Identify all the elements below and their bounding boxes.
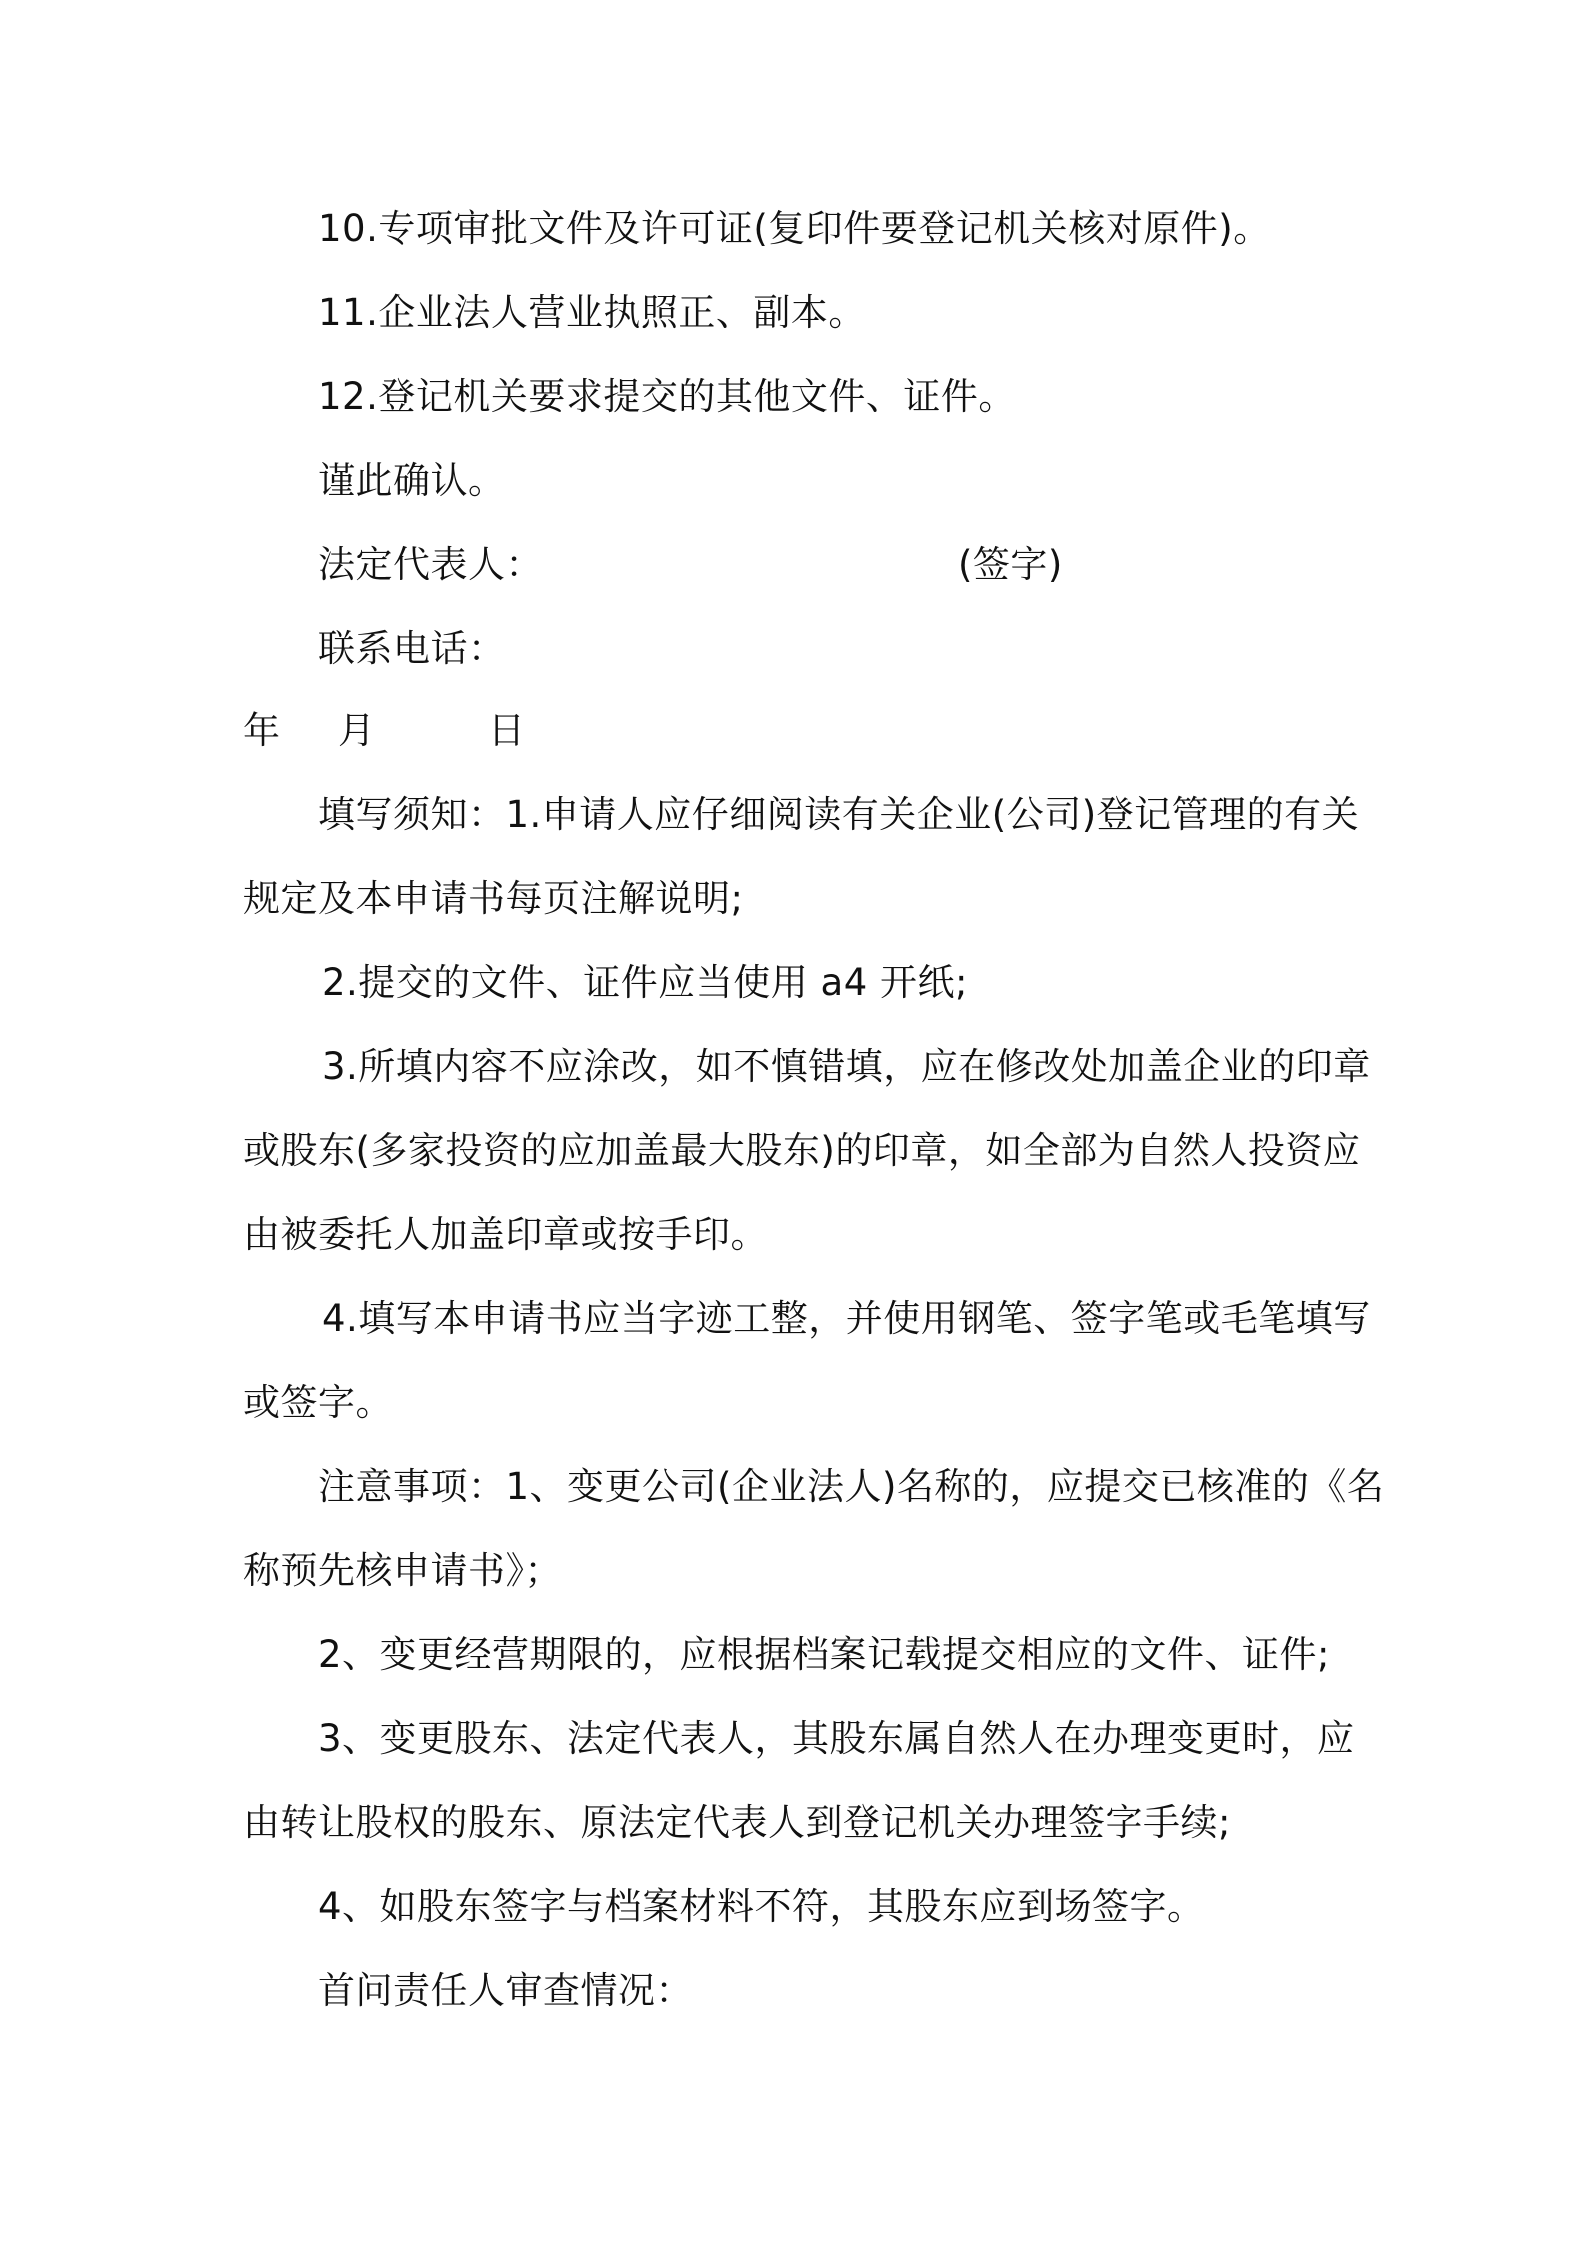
attention-line-1: 注意事项：1、变更公司(企业法人)名称的，应提交已核准的《名 — [318, 1465, 1385, 1508]
date-month: 月 — [338, 709, 376, 752]
confirm-text: 谨此确认。 — [318, 459, 506, 502]
phone-label: 联系电话： — [318, 627, 506, 670]
fill-note-3-line-3: 由被委托人加盖印章或按手印。 — [243, 1213, 768, 1256]
item-12: 12.登记机关要求提交的其他文件、证件。 — [318, 375, 1016, 418]
signature-row — [318, 540, 1118, 590]
attention-item-3-line-2: 由转让股权的股东、原法定代表人到登记机关办理签字手续; — [243, 1801, 1231, 1844]
item-11: 11.企业法人营业执照正、副本。 — [318, 291, 866, 334]
date-day: 日 — [488, 709, 526, 752]
item-10: 10.专项审批文件及许可证(复印件要登记机关核对原件)。 — [318, 207, 1271, 250]
attention-line-2: 称预先核申请书》； — [243, 1549, 562, 1592]
fill-note-3-line-2: 或股东(多家投资的应加盖最大股东)的印章，如全部为自然人投资应 — [243, 1129, 1361, 1172]
sign-note: (签字) — [958, 543, 1063, 586]
fill-notes-line-1: 填写须知：1.申请人应仔细阅读有关企业(公司)登记管理的有关 — [318, 793, 1360, 836]
date-row — [243, 706, 843, 756]
fill-note-4-line-1: 4.填写本申请书应当字迹工整，并使用钢笔、签字笔或毛笔填写 — [322, 1297, 1371, 1340]
fill-notes-line-2: 规定及本申请书每页注解说明; — [243, 877, 744, 920]
fill-note-3-line-1: 3.所填内容不应涂改，如不慎错填，应在修改处加盖企业的印章 — [322, 1045, 1371, 1088]
legal-representative-label: 法定代表人： — [318, 543, 543, 586]
date-year: 年 — [243, 709, 281, 752]
attention-item-2: 2、变更经营期限的，应根据档案记载提交相应的文件、证件; — [318, 1633, 1331, 1676]
fill-note-2: 2.提交的文件、证件应当使用 a4 开纸; — [322, 961, 969, 1004]
attention-item-4: 4、如股东签字与档案材料不符，其股东应到场签字。 — [318, 1885, 1205, 1928]
attention-item-3-line-1: 3、变更股东、法定代表人，其股东属自然人在办理变更时，应 — [318, 1717, 1355, 1760]
review-label: 首问责任人审查情况： — [318, 1969, 693, 2012]
fill-note-4-line-2: 或签字。 — [243, 1381, 393, 1424]
